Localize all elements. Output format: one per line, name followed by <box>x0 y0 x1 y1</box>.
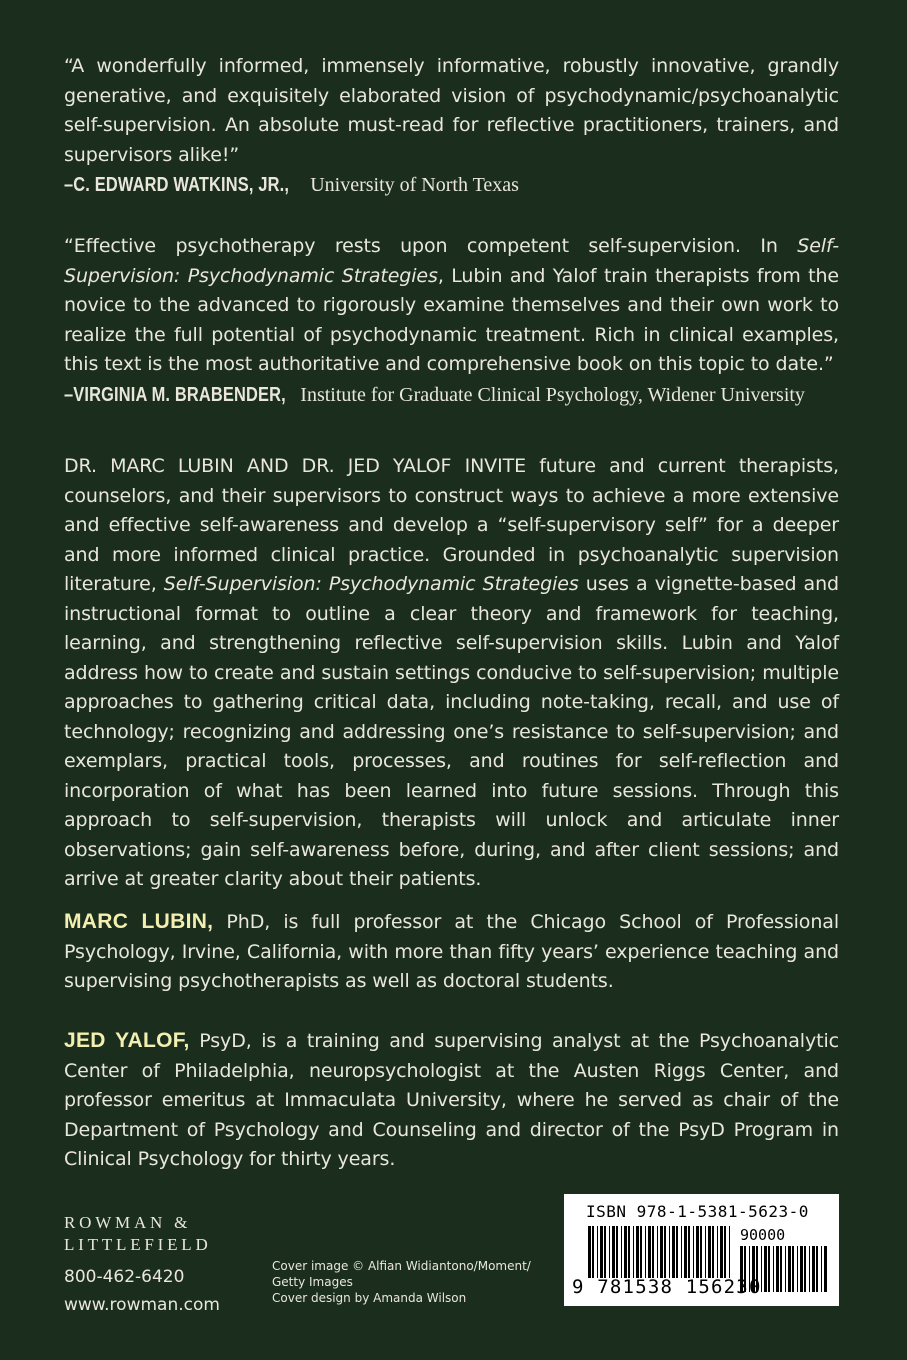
author-bio-lubin <box>64 907 839 997</box>
credit-line: Cover design by Amanda Wilson <box>272 1291 467 1305</box>
barcode-bar <box>764 1246 767 1292</box>
book-title: Self-Supervision: Psychodynamic Strategies <box>64 235 839 287</box>
publisher-website[interactable]: www.rowman.com <box>64 1295 220 1315</box>
quote-text: “Effective psychotherapy rests upon competent self-supervision. In Self-Supervision: Psychodynamic Strategies, Lubin and Yalof train therapists from the novice to the advanced to rigorously examine themselves and their own work to realize the full potential of psychodynamic treatment. Rich in clinical examples, this text is the most authoritative and comprehensive book on this topic to date.” <box>64 235 839 375</box>
publisher-logo-line2: LITTLEFIELD <box>64 1235 212 1254</box>
quote-affiliation: University of North Texas <box>310 174 519 196</box>
quote-author: –VIRGINIA M. BRABENDER, <box>64 383 286 406</box>
description-text: DR. MARC LUBIN AND DR. JED YALOF INVITE future and current therapists, counselors, and their supervisors to construct ways to achieve a more extensive and effective self-awareness and develop a “self-supervisory self” for a deeper and more informed clinical practice. Grounded in psychoanalytic supervision literature, Self-Supervision: Psychodynamic Strategies uses a vignette-based and instructional format to outline a clear theory and framework for teaching, learning, and strengthening reflective self-supervision skills. Lubin and Yalof address how to create and sustain settings conducive to self-supervision; multiple approaches to gathering critical data, including note-taking, recall, and use of technology; recognizing and addressing one’s resistance to self-supervision; and exemplars, practical tools, processes, and routines for self-reflection and incorporation of what has been learned into future sessions. Through this approach to self-supervision, therapists will unlock and articulate inner observations; gain self-awareness before, during, and after client sessions; and arrive at greater clarity about their patients. <box>64 455 839 890</box>
barcode-bar <box>788 1246 791 1292</box>
barcode-bar <box>792 1246 794 1292</box>
book-title: Self-Supervision: Psychodynamic Strategies <box>163 573 579 595</box>
publisher-phone: 800-462-6420 <box>64 1267 185 1287</box>
bio-name: MARC LUBIN, <box>64 910 214 933</box>
description-lead: DR. MARC LUBIN AND DR. JED YALOF INVITE <box>64 455 526 477</box>
quote-brabender <box>64 232 839 409</box>
cover-credits <box>272 1258 542 1306</box>
book-description <box>64 452 839 895</box>
publisher-logo-line1: ROWMAN & <box>64 1213 192 1232</box>
barcode-bar <box>800 1246 803 1292</box>
barcode-bar <box>821 1246 822 1292</box>
quote-watkins <box>64 52 839 199</box>
publisher-block <box>64 1212 220 1318</box>
isbn-number: ISBN 978-1-5381-5623-0 <box>586 1202 809 1221</box>
barcode-bar <box>816 1246 818 1292</box>
price-code: 90000 <box>740 1226 786 1244</box>
barcode-bar <box>809 1246 810 1292</box>
quote-text: “A wonderfully informed, immensely informative, robustly innovative, grandly generative, and exquisitely elaborated vision of psychodynamic/psychoanalytic self-supervision. An absolute must-read for reflective practitioners, trainers, and supervisors alike!” <box>64 55 839 166</box>
barcode-bar <box>776 1246 779 1292</box>
quote-author: –C. EDWARD WATKINS, JR., <box>64 174 290 196</box>
barcode-bar <box>812 1246 815 1292</box>
author-bio-yalof <box>64 1026 839 1175</box>
barcode-bar <box>785 1246 786 1292</box>
bio-text: JED YALOF, PsyD, is a training and supervising analyst at the Psychoanalytic Center of Philadelphia, neuropsychologist at the Austen Riggs Center, and professor emeritus at Immaculata University, where he served as chair of the Department of Psychology and Counseling and director of the PsyD Program in Clinical Psychology for thirty years. <box>64 1029 839 1170</box>
isbn-barcode <box>564 1194 839 1306</box>
bio-name: JED YALOF, <box>64 1029 190 1052</box>
credit-line: Cover image © Alfian Widiantono/Moment/ <box>272 1259 531 1273</box>
barcode-bar <box>824 1246 827 1292</box>
ean-number: 9 781538 156230 <box>572 1276 762 1298</box>
barcode-bar <box>804 1246 806 1292</box>
barcode-bar <box>768 1246 770 1292</box>
credit-line: Getty Images <box>272 1275 353 1289</box>
quote-affiliation: Institute for Graduate Clinical Psychology, Widener University <box>300 383 805 406</box>
bio-text: MARC LUBIN, PhD, is full professor at the Chicago School of Professional Psychology, Irvine, California, with more than fifty years’ experience teaching and supervising psychotherapists as well as doctoral students. <box>64 910 839 992</box>
barcode-bar <box>780 1246 782 1292</box>
barcode-bar <box>797 1246 798 1292</box>
barcode-bar <box>773 1246 774 1292</box>
